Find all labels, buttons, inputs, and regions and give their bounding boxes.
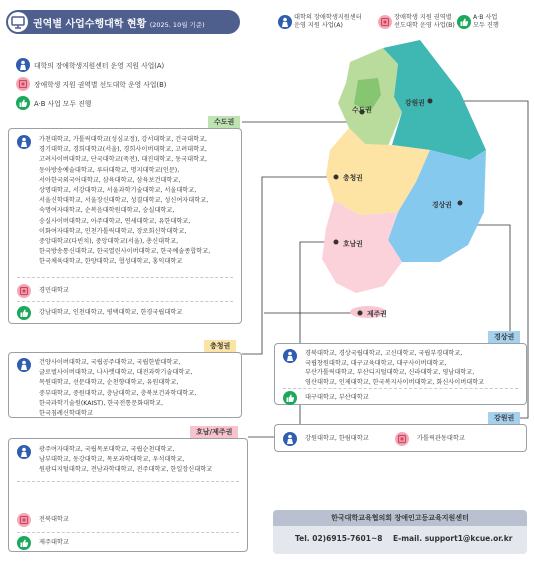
sudo-b-badge-icon — [17, 284, 31, 298]
map-label-gangwon: 강원권 — [405, 99, 425, 107]
contact-header: 한국대학교육협의회 장애인고등교육지원센터 — [273, 510, 527, 526]
map-label-sudo: 수도권 — [352, 106, 372, 114]
box-sudo — [8, 128, 242, 324]
page-title: 권역별 사업수행대학 현황 (2025. 10월 기준) — [33, 19, 205, 30]
contact-box — [273, 510, 527, 554]
legend-a-label: 대학의 장애학생지원센터 운영 지원 사업(A) — [294, 14, 362, 29]
contact-tel: Tel. 02)6915-7601~8 — [295, 534, 383, 543]
intro-b-label: 장애학생 지원 권역별 선도대학 운영 사업(B) — [34, 81, 167, 89]
gyeongsang-ab-list: 대구대학교, 부산대학교 — [305, 394, 369, 401]
honam-ab-thumb-icon — [17, 536, 31, 550]
honam-b-list: 전북대학교 — [39, 516, 69, 523]
honam-b-badge-icon — [17, 513, 31, 527]
map-label-jeju: 제주권 — [367, 310, 387, 318]
page-subtitle: (2025. 10월 기준) — [149, 21, 205, 29]
map-label-chungcheong: 충청권 — [343, 174, 363, 182]
sudo-ab-list: 강남대학교, 인천대학교, 평택대학교, 한경국립대학교 — [39, 309, 183, 316]
honam-ab-list: 제주대학교 — [39, 539, 69, 546]
gangwon-b-list: 가톨릭관동대학교 — [417, 435, 465, 442]
connector-chungcheong — [242, 177, 336, 354]
gyeongsang-ab-thumb-icon — [283, 391, 297, 405]
sudo-b-list: 경민대학교 — [39, 287, 69, 294]
intro-ab-label: A·B 사업 모두 진행 — [34, 100, 92, 108]
gyeongsang-a-list: 경북대학교, 경상국립대학교, 고신대학교, 국립부경대학교, 국립창원대학교, 대구교육대학교, 대구사이버대학교, 부산가톨릭대학교, 부산디지털대학교, 신라대학교, 영남대학교, 영산대학교, 인제대학교, 한국복지사이버대학교, 화신사이버대학교 — [305, 350, 485, 386]
gangwon-b-badge-icon — [395, 432, 409, 446]
sudo-a-badge-icon — [17, 135, 31, 149]
tag-honam: 호남/제주권 — [190, 426, 238, 438]
tag-gyeongsang: 경상권 — [488, 331, 520, 343]
gangwon-a-list: 강원대학교, 한림대학교 — [305, 435, 369, 442]
box-chungcheong — [8, 352, 242, 418]
map-label-honam: 호남권 — [343, 240, 363, 248]
box-gyeongsang — [274, 343, 527, 405]
tag-chungcheong: 충청권 — [204, 340, 236, 352]
gangwon-a-badge-icon — [283, 432, 297, 446]
map-label-gyeongsang: 경상권 — [432, 201, 452, 209]
contact-email[interactable]: E-mail. support1@kcue.or.kr — [393, 534, 513, 543]
box-honam — [8, 438, 248, 552]
region-gangwon — [383, 40, 486, 160]
gyeongsang-a-badge-icon — [283, 349, 297, 363]
legend-ab-label: A·B 사업 모두 진행 — [473, 14, 499, 29]
chungcheong-a-list: 건양사이버대학교, 국립공주대학교, 국립한밭대학교, 글로벌사이버대학교, 나사렛대학교, 대전과학기술대학교, 목원대학교, 선문대학교, 순천향대학교, 유원대학교, 중부대학교, 중원대학교, 충남대학교, 충북보건과학대학교, 한국과학기술원(KAIST), 한국전통문화대학교, 한국침례신학대학교 — [39, 359, 197, 418]
sudo-a-list: 가천대학교, 가톨릭대학교(성심교정), 강서대학교, 건국대학교, 경기대학교, 경희대학교(서울), 경희사이버대학교, 고려대학교, 고려사이버대학교, 단국대학교(죽전), 대진대학교, 동국대학교, 동아방송예술대학교, 루터대학교, 명지대학교(인문), 서아한국외국어대학교, 삼육대학교, 삼육보건대학교, 상명대학교, 서강대학교, 서울과학기술대학교, 서울대학교, 서울신학대학교, 서울장신대학교, 성결대학교, 성신여자대학교, 숙명여자대학교, 순복음대학원대학교, 숭실대학교, 숭실사이버대학교, 아주대학교, 연세대학교, 유한대학교, 이화여자대학교, 인천가톨릭대학교, 장로회신학대학교, 중앙대학교(다빈치), 중앙대학교(서울), 총신대학교, 한국방송통신대학교, 한국열린사이버대학교, 한국예술종합학교, 한국체육대학교, 한양대학교, 협성대학교, 홍익대학교 — [39, 136, 211, 266]
sudo-ab-thumb-icon — [17, 306, 31, 320]
intro-a-label: 대학의 장애학생지원센터 운영 지원 사업(A) — [34, 62, 165, 70]
honam-a-list: 광주여자대학교, 국립목포대학교, 국립순천대학교, 남부대학교, 동강대학교, 목포과학대학교, 우석대학교, 원광디지털대학교, 전남과학대학교, 전주대학교, 한일장신대학교 — [39, 446, 213, 474]
tag-gangwon: 강원권 — [488, 412, 520, 424]
box-gangwon — [274, 424, 527, 452]
connector-honam — [248, 242, 336, 437]
legend-b-label: 장애학생 지원 권역별 선도대학 운영 사업(B) — [394, 14, 455, 29]
honam-a-badge-icon — [17, 445, 31, 459]
tag-sudo: 수도권 — [208, 116, 240, 128]
chungcheong-a-badge-icon — [17, 358, 31, 372]
